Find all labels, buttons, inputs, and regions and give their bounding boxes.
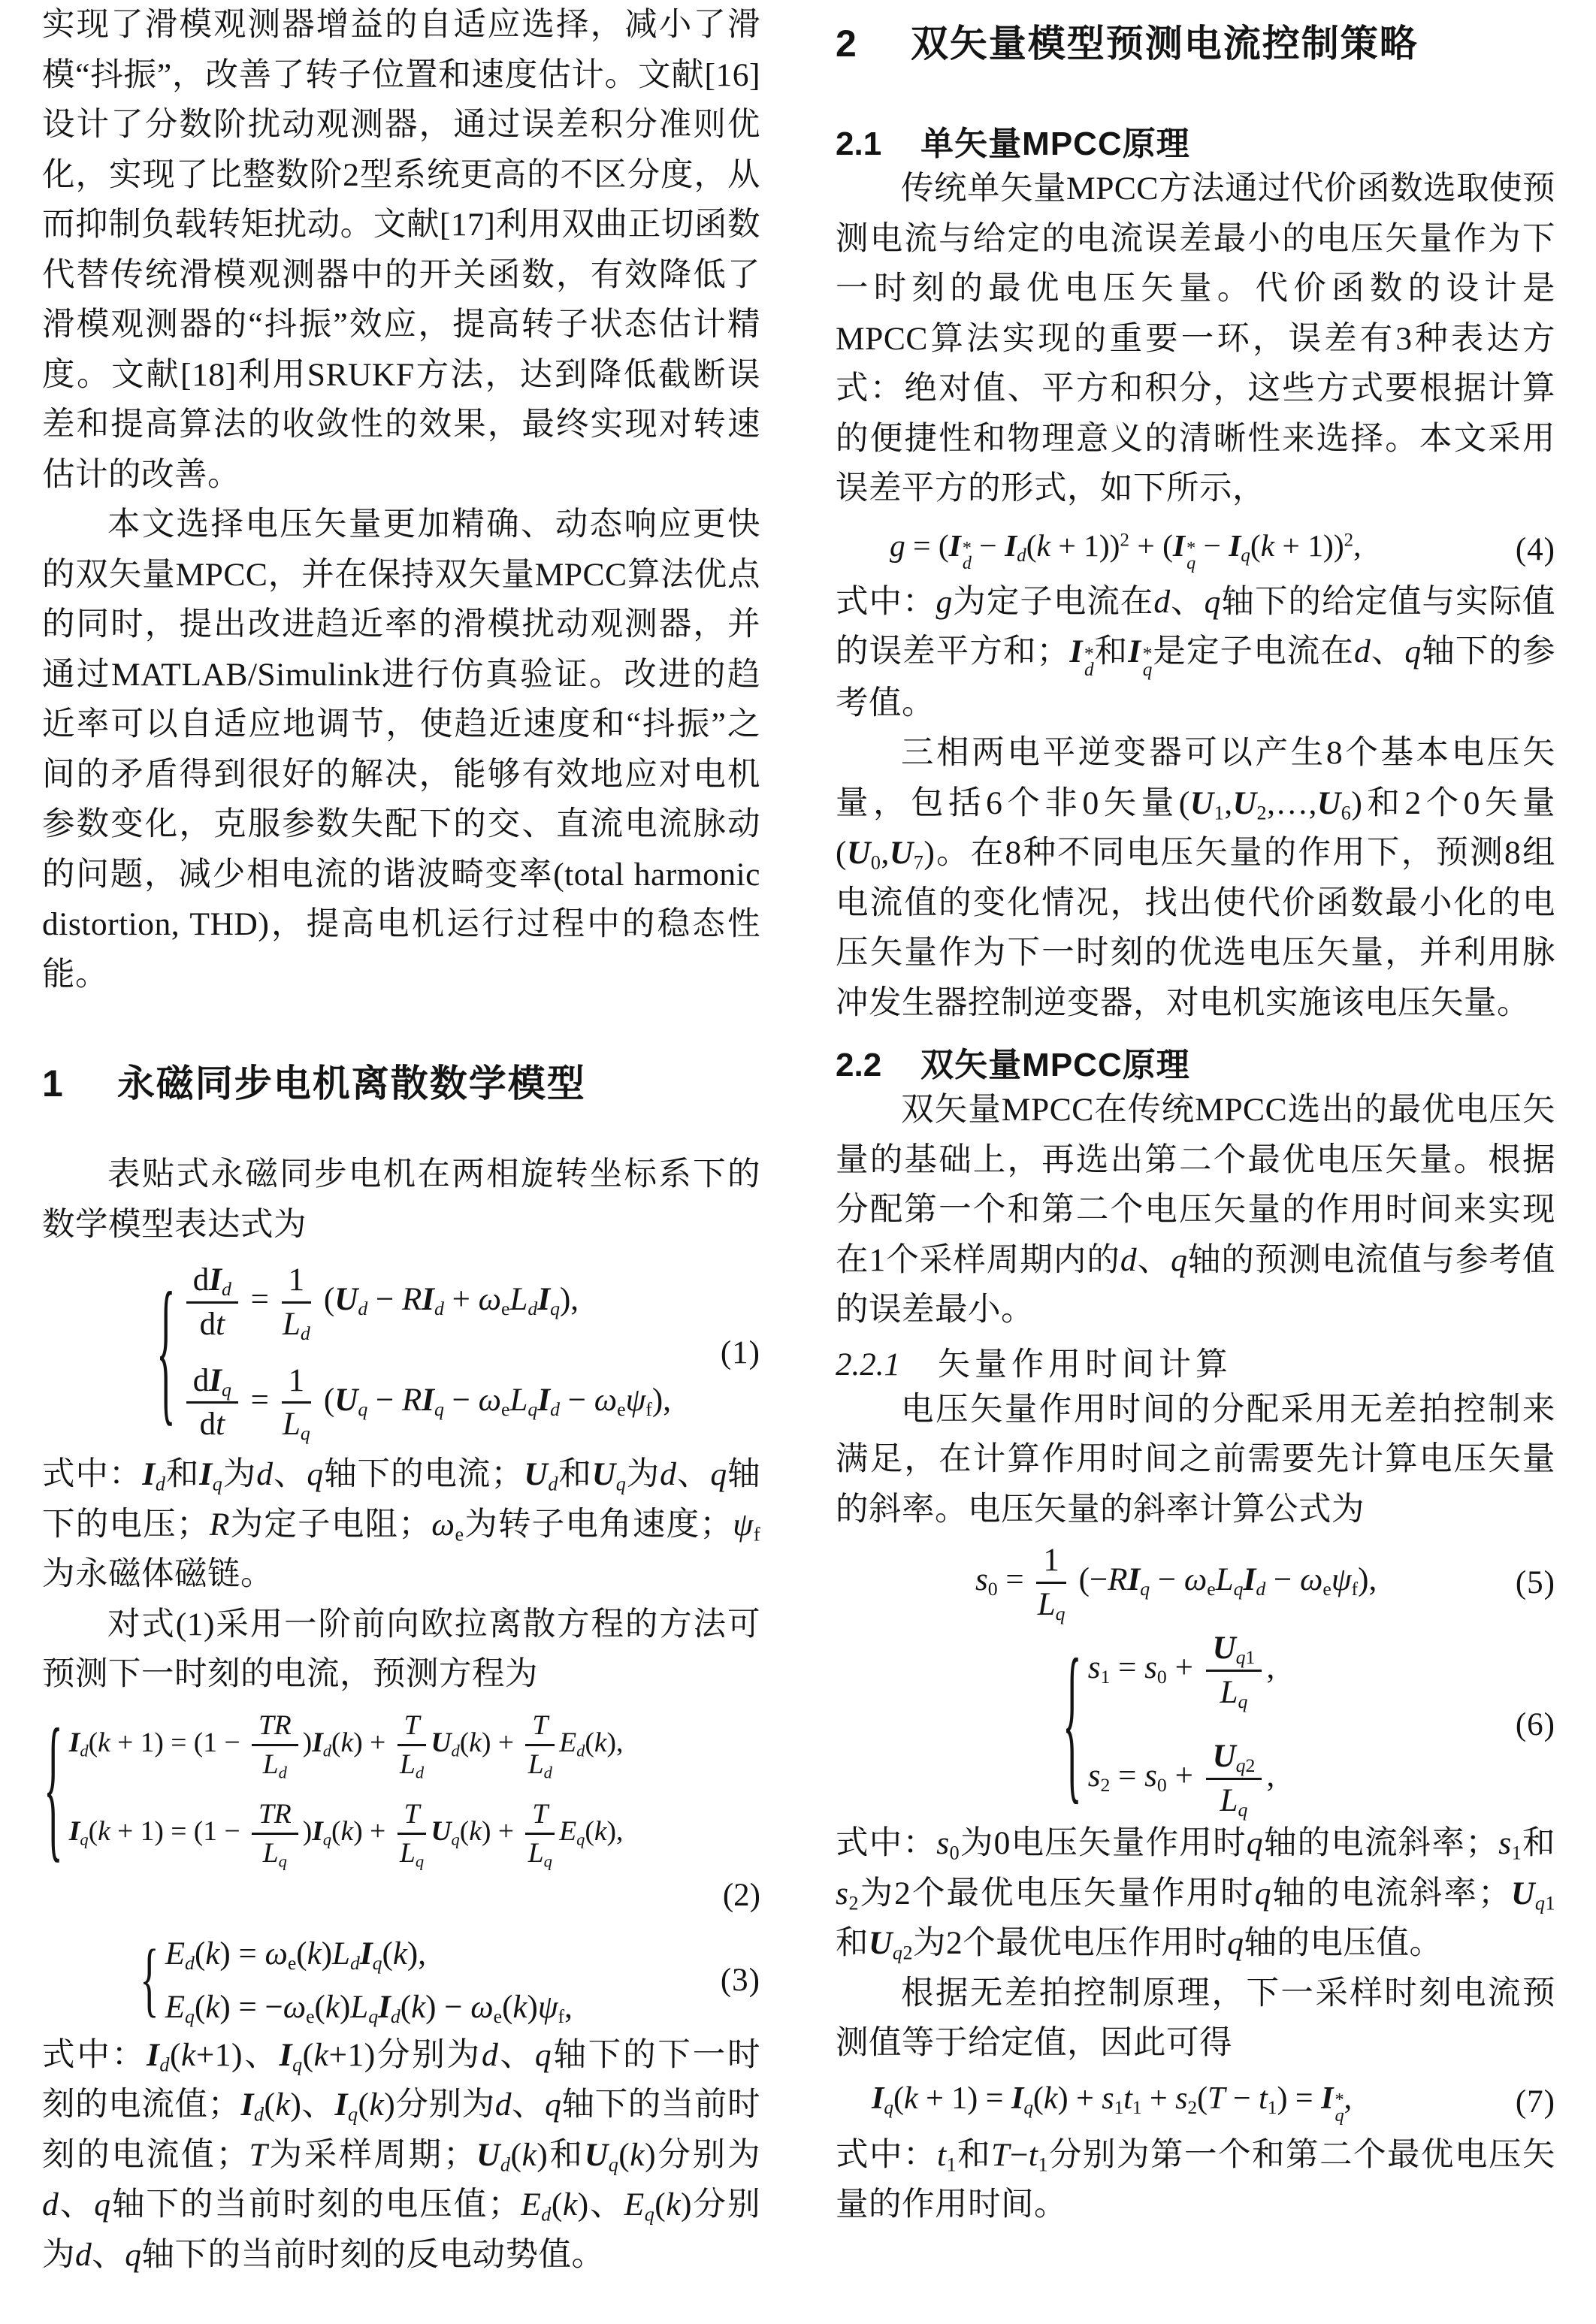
equation-3-rows	[165, 1936, 573, 2026]
equation-3-row-d: $E_d(k) = \omega_e(k)L_dI_q(k)$,	[165, 1936, 426, 1974]
equation-6-number: (6)	[1515, 1706, 1555, 1742]
paragraph-deadbeat-principle: 根据无差拍控制原理，下一采样时刻电流预测值等于给定值，因此可得	[836, 1975, 1555, 2062]
section-2-1-number: 2.1	[836, 125, 882, 162]
section-2-2-1-number: 2.2.1	[836, 1346, 900, 1383]
paragraph-inverter-vectors: 三相两电平逆变器可以产生8个基本电压矢量，包括6个非0矢量$(U_1,U_2,\dots,U_6)$和2个0矢量$(U_0,U_7)$。在8种不同电压矢量的作用下，预测8组电流值的变化情况，找出使代价函数最小化的电压矢量作为下一时刻的优选电压矢量，并利用脉冲发生器控制逆变器，对电机实施该电压矢量。	[836, 735, 1555, 1021]
left-brace-icon: {	[1062, 1626, 1082, 1821]
section-2-2-1-heading	[836, 1346, 1555, 1385]
section-2-2-number: 2.2	[836, 1047, 882, 1084]
equation-2	[42, 1698, 760, 1878]
paragraph-intro-continuation: 实现了滑模观测器增益的自适应选择，减小了滑模“抖振”，改善了转子位置和速度估计。文献[16]设计了分数阶扰动观测器，通过误差积分准则优化，实现了比整数阶2型系统更高的不区分度，从而抑制负载转矩扰动。文献[17]利用双曲正切函数代替传统滑模观测器中的开关函数，有效降低了滑模观测器的“抖振”效应，提高转子状态估计精度。文献[18]利用SRUKF方法，达到降低截断误差和提高算法的收敛性的效果，最终实现对转速估计的改善。	[42, 7, 760, 493]
paragraph-double-mpcc: 双矢量MPCC在传统MPCC选出的最优电压矢量的基础上，再选出第二个最优电压矢量。根据分配第一个和第二个电压矢量的作用时间来实现在1个采样周期内的d、q轴的预测电流值与参考值的误差最小。	[836, 1092, 1556, 1328]
section-1-number: 1	[42, 1062, 63, 1105]
section-2-heading	[836, 23, 1555, 65]
paragraph-eq23-legend: 式中：$I_d(k+1)$、$I_q(k+1)$分别为d、q轴下的下一时刻的电流值；$I_d(k)$、$I_q(k)$分别为d、q轴下的当前时刻的电流值；T为采样周期；$U_d(k)$和$U_q(k)$分别为d、q轴下的当前时刻的电压值；$E_d(k)$、$E_q(k)$分别为d、q轴下的当前时刻的反电动势值。	[42, 2036, 761, 2273]
equation-5-body: $s_0$ = $\frac{1}{L_q}$ $(-RI_q - \omega_eL_qI_d - \omega_e\psi_f)$,	[975, 1543, 1377, 1624]
section-2-2-1-title: 矢量作用时间计算	[938, 1346, 1232, 1383]
equation-5	[836, 1534, 1555, 1630]
right-column	[836, 0, 1555, 2230]
equation-1	[42, 1256, 760, 1449]
equation-2-row-d: $I_d(k + 1) = (1$ − $\frac{TR}{L_d}$ )$I_d(k)$ + $\frac{T}{L_d}$ $U_d(k)$ + $\frac{T}{L_d}$ $E_d(k)$,	[68, 1710, 624, 1782]
equation-7-body: $I_q(k + 1) = I_q(k) + s_1t_1 + s_2(T - t_1) = I$ * q ,	[872, 2081, 1353, 2126]
equation-6	[836, 1626, 1555, 1821]
left-brace-icon: {	[44, 1698, 63, 1878]
equation-4	[836, 523, 1555, 577]
equation-2-rows	[69, 1709, 760, 1869]
equation-3-number: (3)	[720, 1963, 760, 1998]
left-brace-icon: {	[156, 1262, 176, 1441]
paragraph-eq4-legend: 式中：g为定子电流在d、q轴下的给定值与实际值的误差平方和；I * d 和I * q 是定子电流在d、q轴下的参考值。	[836, 583, 1556, 721]
equation-6-row-s2: $s_2 = s_0$ + $\frac{U_{q2}}{L_q}$ ,	[1087, 1739, 1275, 1821]
equation-6-rows	[1088, 1630, 1274, 1819]
equation-6-row-s1: $s_1 = s_0$ + $\frac{U_{q1}}{L_q}$ ,	[1087, 1630, 1275, 1712]
section-1-heading	[42, 1062, 760, 1105]
equation-4-number: (4)	[1515, 532, 1555, 567]
paragraph-model-intro: 表贴式永磁同步电机在两相旋转坐标系下的数学模型表达式为	[42, 1156, 760, 1243]
equation-1-row-q: $dI_q$ dt = $\frac{1}{L_q}$ $(U_q - RI_q - \omega_eL_qI_d - \omega_e\psi_f)$,	[182, 1362, 671, 1443]
equation-4-body: g = (I * d − $I_d(k + 1))^2 + (I$ * q − $I_q(k + 1))^2$,	[890, 528, 1362, 574]
equation-7-number: (7)	[1515, 2084, 1555, 2120]
paragraph-eq1-legend: 式中：$I_d$和$I_q$为d、q轴下的电流；$U_d$和$U_q$为d、q轴下的电压；R为定子电阻；$\omega_e$为转子电角速度；$\psi_f$为永磁体磁链。	[42, 1456, 761, 1592]
section-2-2-heading	[836, 1046, 1555, 1085]
equation-3	[42, 1931, 760, 2030]
section-2-title: 双矢量模型预测电流控制策略	[910, 23, 1419, 65]
paragraph-eq56-legend: 式中：$s_0$为0电压矢量作用时q轴的电流斜率；$s_1$和$s_2$为2个最优电压矢量作用时q轴的电流斜率；$U_{q1}$和$U_{q2}$为2个最优电压作用时q轴的电压值。	[836, 1825, 1556, 1964]
left-column	[42, 0, 760, 2280]
section-1-title: 永磁同步电机离散数学模型	[116, 1062, 586, 1105]
section-2-1-title: 单矢量MPCC原理	[920, 125, 1190, 162]
equation-1-row-d: $dI_d$ dt = $\frac{1}{L_d}$ $(U_d - RI_d + \omega_eL_dI_q)$,	[182, 1262, 671, 1343]
section-2-2-title: 双矢量MPCC原理	[920, 1047, 1190, 1084]
left-brace-icon: {	[140, 1933, 159, 2026]
section-2-1-heading	[836, 125, 1555, 164]
equation-2-number: (2)	[722, 1877, 760, 1913]
equation-1-rows	[182, 1262, 671, 1443]
paragraph-euler-method: 对式(1)采用一阶前向欧拉离散方程的方法可预测下一时刻的电流，预测方程为	[42, 1606, 760, 1692]
paragraph-single-mpcc: 传统单矢量MPCC方法通过代价函数选取使预测电流与给定的电流误差最小的电压矢量作为下一时刻的最优电压矢量。代价函数的设计是MPCC算法实现的重要一环，误差有3种表达方式：绝对值、平方和积分，这些方式要根据计算的便捷性和物理意义的清晰性来选择。本文采用误差平方的形式，如下所示，	[836, 171, 1555, 506]
paragraph-this-paper: 本文选择电压矢量更加精确、动态响应更快的双矢量MPCC，并在保持双矢量MPCC算法优点的同时，提出改进趋近率的滑模扰动观测器，并通过MATLAB/Simulink进行仿真验证。改进的趋近率可以自适应地调节，使趋近速度和“抖振”之间的矛盾得到很好的解决，能够有效地应对电机参数变化，克服参数失配下的交、直流电流脉动的问题，减少相电流的谐波畸变率(total harmonic distortion, THD)，提高电机运行过程中的稳态性能。	[42, 506, 760, 993]
equation-2-row-q: $I_q(k + 1) = (1$ − $\frac{TR}{L_q}$ )$I_q(k)$ + $\frac{T}{L_q}$ $U_q(k)$ + $\frac{T}{L_q}$ $E_q(k)$,	[68, 1798, 624, 1870]
section-2-number: 2	[836, 23, 857, 65]
equation-2-block	[42, 1698, 760, 1913]
paragraph-deadbeat: 电压矢量作用时间的分配采用无差拍控制来满足，在计算作用时间之前需要先计算电压矢量的斜率。电压矢量的斜率计算公式为	[836, 1391, 1555, 1528]
equation-5-number: (5)	[1515, 1564, 1555, 1600]
paragraph-eq7-legend: 式中：$t_1$和$T-t_1$分别为第一个和第二个最优电压矢量的作用时间。	[836, 2136, 1556, 2223]
equation-1-number: (1)	[720, 1334, 760, 1371]
equation-3-row-q: $E_q(k) = -\omega_e(k)L_qI_d(k) - \omega_e(k)\psi_f$,	[165, 1989, 573, 2027]
equation-7	[836, 2075, 1555, 2130]
